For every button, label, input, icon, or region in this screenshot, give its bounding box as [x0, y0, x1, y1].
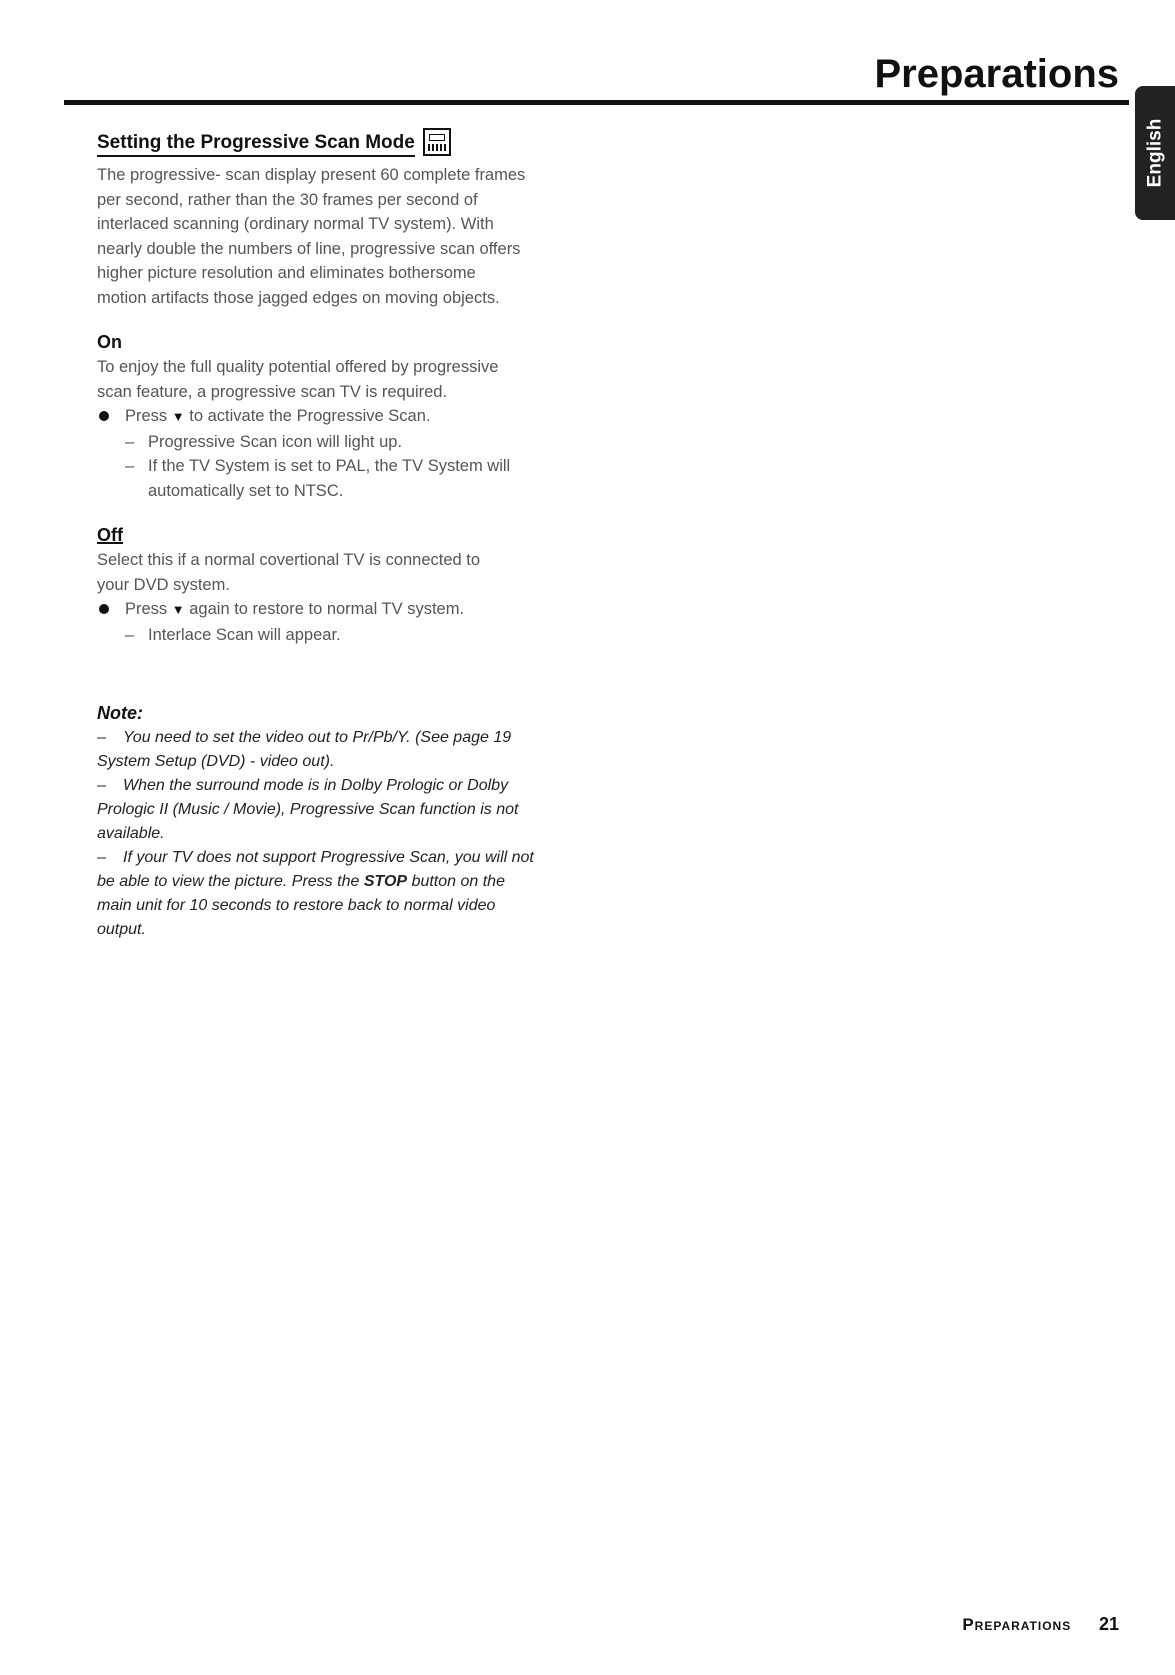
note-line: Prologic II (Music / Movie), Progressive Scan function is not [97, 801, 519, 819]
language-tab [1135, 86, 1175, 220]
intro-line: per second, rather than the 30 frames per second of [97, 190, 478, 209]
bullet-text: again to restore to normal TV system. [189, 600, 465, 619]
header-rule [64, 100, 1129, 105]
note-line: output. [97, 921, 146, 939]
note-text: When the surround mode is in Dolby Prologic or Dolby [123, 777, 509, 795]
intro-line: motion artifacts those jagged edges on moving objects. [97, 288, 500, 307]
note-line: available. [97, 825, 165, 843]
bullet-press: Press [125, 407, 168, 426]
down-arrow-icon: ▼ [171, 602, 185, 618]
bullet-text: to activate the Progressive Scan. [189, 407, 431, 426]
off-line: your DVD system. [97, 575, 230, 594]
page-footer [962, 1614, 1119, 1635]
language-tab-label: English [1144, 118, 1165, 188]
result-text: Progressive Scan icon will light up. [148, 432, 403, 451]
note-line [97, 870, 567, 894]
note-text: be able to view the picture. Press the [97, 873, 360, 891]
note-section [97, 703, 567, 942]
on-line: scan feature, a progressive scan TV is required. [97, 382, 448, 401]
note-text: If your TV does not support Progressive Scan, you will not [123, 849, 534, 867]
intro-paragraph [97, 163, 567, 310]
footer-section-name: Preparations [962, 1615, 1072, 1634]
section-heading [97, 130, 567, 160]
on-result [97, 454, 567, 479]
dash-glyph: – [125, 625, 135, 644]
main-content [97, 130, 567, 942]
note-line: main unit for 10 seconds to restore back to normal video [97, 897, 496, 915]
off-result [97, 623, 567, 648]
page-number: 21 [1098, 1614, 1119, 1634]
down-arrow-icon: ▼ [171, 409, 185, 425]
on-bullet [97, 404, 567, 430]
intro-line: nearly double the numbers of line, progressive scan offers [97, 239, 521, 258]
note-line [97, 774, 567, 798]
intro-line: The progressive- scan display present 60 complete frames [97, 166, 526, 185]
page-header-title: Preparations [874, 52, 1119, 96]
dash-glyph: – [125, 432, 135, 451]
dash-glyph: – [125, 457, 135, 476]
result-text: If the TV System is set to PAL, the TV System will [148, 457, 511, 476]
note-line: System Setup (DVD) - video out). [97, 753, 335, 771]
on-title: On [97, 332, 122, 353]
on-result-continued: automatically set to NTSC. [148, 481, 344, 500]
off-title: Off [97, 525, 123, 546]
note-line [97, 846, 567, 870]
note-line [97, 726, 567, 750]
progressive-scan-icon [423, 128, 451, 156]
note-text: button on the [411, 873, 505, 891]
on-line: To enjoy the full quality potential offered by progressive [97, 358, 499, 377]
on-result [97, 430, 567, 455]
dash-glyph: – [97, 729, 106, 747]
dash-glyph: – [97, 777, 106, 795]
off-bullet [97, 597, 567, 623]
stop-button-label: STOP [363, 873, 408, 891]
intro-line: interlaced scanning (ordinary normal TV system). With [97, 215, 494, 234]
on-section [97, 332, 567, 503]
bullet-dot-icon [99, 604, 109, 614]
section-title: Setting the Progressive Scan Mode [97, 132, 415, 157]
off-section [97, 525, 567, 647]
result-text: Interlace Scan will appear. [148, 625, 341, 644]
dash-glyph: – [97, 849, 106, 867]
intro-line: higher picture resolution and eliminates bothersome [97, 264, 476, 283]
off-line: Select this if a normal covertional TV is connected to [97, 551, 481, 570]
note-title: Note: [97, 703, 143, 724]
note-text: You need to set the video out to Pr/Pb/Y. (See page 19 [123, 729, 512, 747]
bullet-dot-icon [99, 411, 109, 421]
bullet-press: Press [125, 600, 168, 619]
